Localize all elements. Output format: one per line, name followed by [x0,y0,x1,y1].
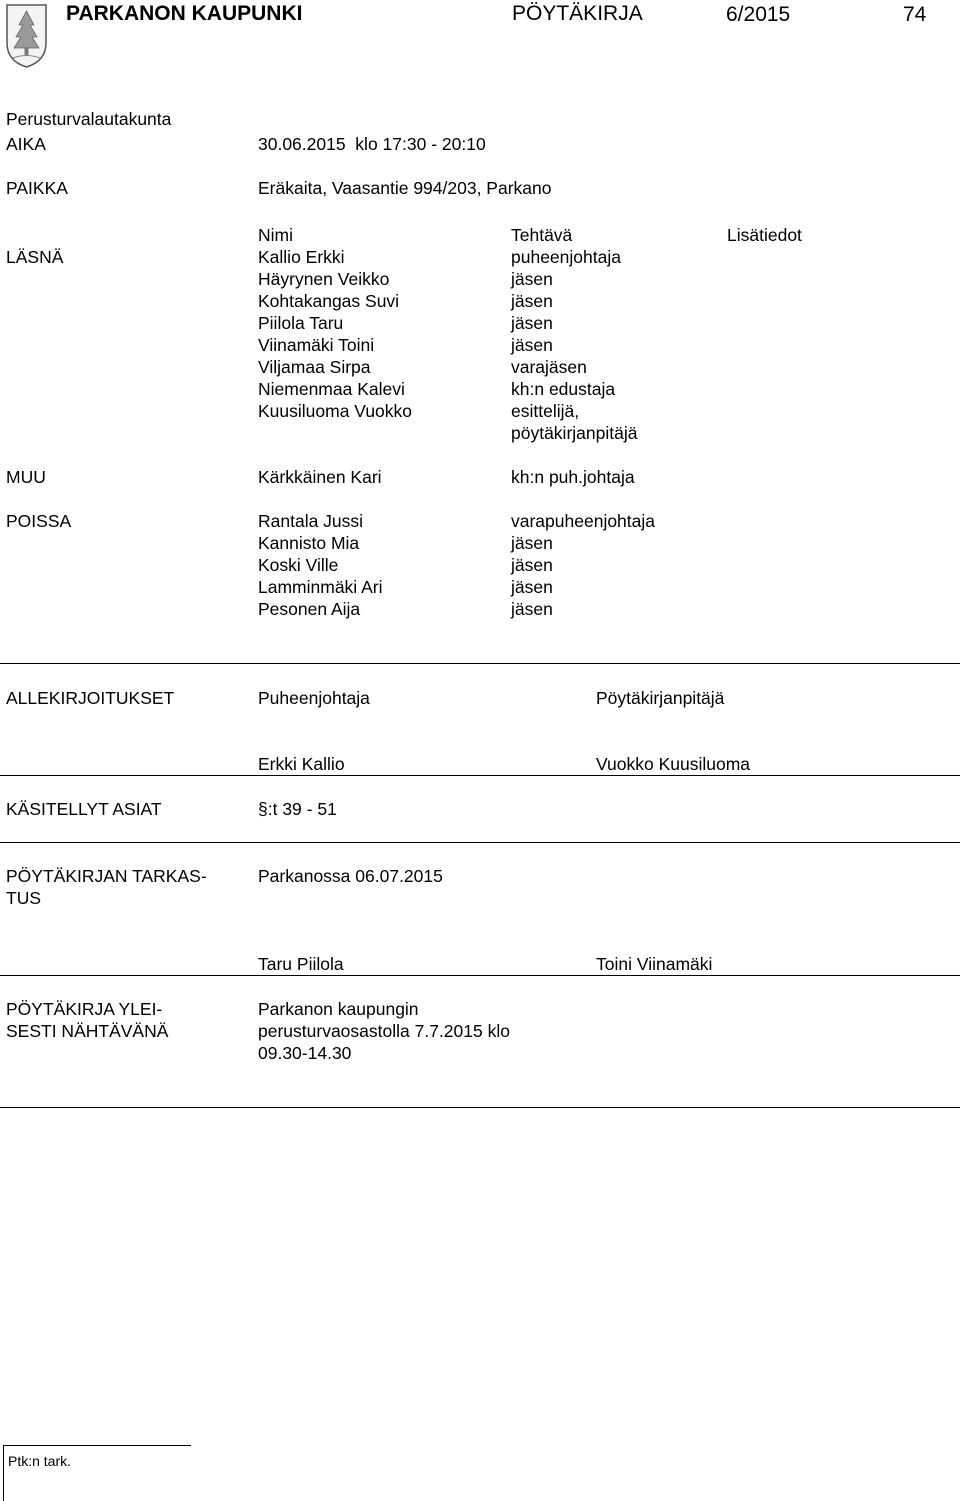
present-member-role: esittelijä, [511,401,580,421]
present-member-name: Kallio Erkki [258,247,345,267]
public-display-label-line2: SESTI NÄHTÄVÄNÄ [6,1021,169,1041]
municipality-name: PARKANON KAUPUNKI [66,2,303,25]
inspection-label-line2: TUS [6,888,41,908]
public-display-line: perusturvaosastolla 7.7.2015 klo [258,1021,510,1041]
inspector-name: Toini Viinamäki [596,954,713,974]
column-name-heading: Nimi [258,225,293,245]
coat-of-arms-icon [5,3,48,69]
absent-member-name: Kannisto Mia [258,533,360,553]
present-member-role: puheenjohtaja [511,247,621,267]
divider [0,975,960,976]
present-member-role: pöytäkirjanpitäjä [511,423,638,443]
absent-member-role: jäsen [511,555,553,575]
place-value: Eräkaita, Vaasantie 994/203, Parkano [258,178,552,198]
present-member-role: jäsen [511,335,553,355]
present-member-name: Kuusiluoma Vuokko [258,401,413,421]
divider [0,775,960,776]
divider [0,1107,960,1108]
present-member-name: Viljamaa Sirpa [258,357,371,377]
initials-label: Ptk:n tark. [8,1453,72,1469]
absent-member-role: varapuheenjohtaja [511,511,656,531]
other-name: Kärkkäinen Kari [258,467,382,487]
absent-member-name: Pesonen Aija [258,599,361,619]
initials-box-edge [3,1445,4,1501]
public-display-label-line1: PÖYTÄKIRJA YLEI- [6,999,163,1019]
chair-name: Erkki Kallio [258,754,345,774]
present-member-name: Häyrynen Veikko [258,269,390,289]
column-role-heading: Tehtävä [511,225,573,245]
present-member-role: jäsen [511,313,553,333]
present-member-name: Viinamäki Toini [258,335,375,355]
present-member-name: Kohtakangas Suvi [258,291,400,311]
present-member-role: jäsen [511,291,553,311]
page-number: 74 [903,3,927,26]
inspector-name: Taru Piilola [258,954,344,974]
present-member-role: jäsen [511,269,553,289]
secretary-title: Pöytäkirjanpitäjä [596,688,725,708]
document-type: PÖYTÄKIRJA [512,2,643,25]
secretary-name: Vuokko Kuusiluoma [596,754,751,774]
items-handled-value: §:t 39 - 51 [258,799,337,819]
other-role: kh:n puh.johtaja [511,467,635,487]
absent-member-role: jäsen [511,533,553,553]
column-info-heading: Lisätiedot [727,225,802,245]
present-member-role: kh:n edustaja [511,379,616,399]
chair-title: Puheenjohtaja [258,688,370,708]
time-label: AIKA [6,134,46,154]
absent-member-name: Lamminmäki Ari [258,577,383,597]
absent-label: POISSA [6,511,72,531]
absent-member-role: jäsen [511,577,553,597]
public-display-line: 09.30-14.30 [258,1043,352,1063]
absent-member-role: jäsen [511,599,553,619]
present-member-role: varajäsen [511,357,587,377]
absent-member-name: Koski Ville [258,555,339,575]
public-display-line: Parkanon kaupungin [258,999,419,1019]
present-label: LÄSNÄ [6,247,64,267]
inspection-place-date: Parkanossa 06.07.2015 [258,866,443,886]
divider [0,663,960,664]
time-value: 30.06.2015 klo 17:30 - 20:10 [258,134,486,154]
other-label: MUU [6,467,46,487]
absent-member-name: Rantala Jussi [258,511,364,531]
items-handled-label: KÄSITELLYT ASIAT [6,799,162,819]
place-label: PAIKKA [6,178,68,198]
board-name: Perusturvalautakunta [6,109,172,129]
issue-number: 6/2015 [726,3,791,26]
divider [0,842,960,843]
present-member-name: Piilola Taru [258,313,344,333]
present-member-name: Niemenmaa Kalevi [258,379,405,399]
initials-line [3,1445,191,1446]
signatures-label: ALLEKIRJOITUKSET [6,688,175,708]
inspection-label-line1: PÖYTÄKIRJAN TARKAS- [6,866,207,886]
